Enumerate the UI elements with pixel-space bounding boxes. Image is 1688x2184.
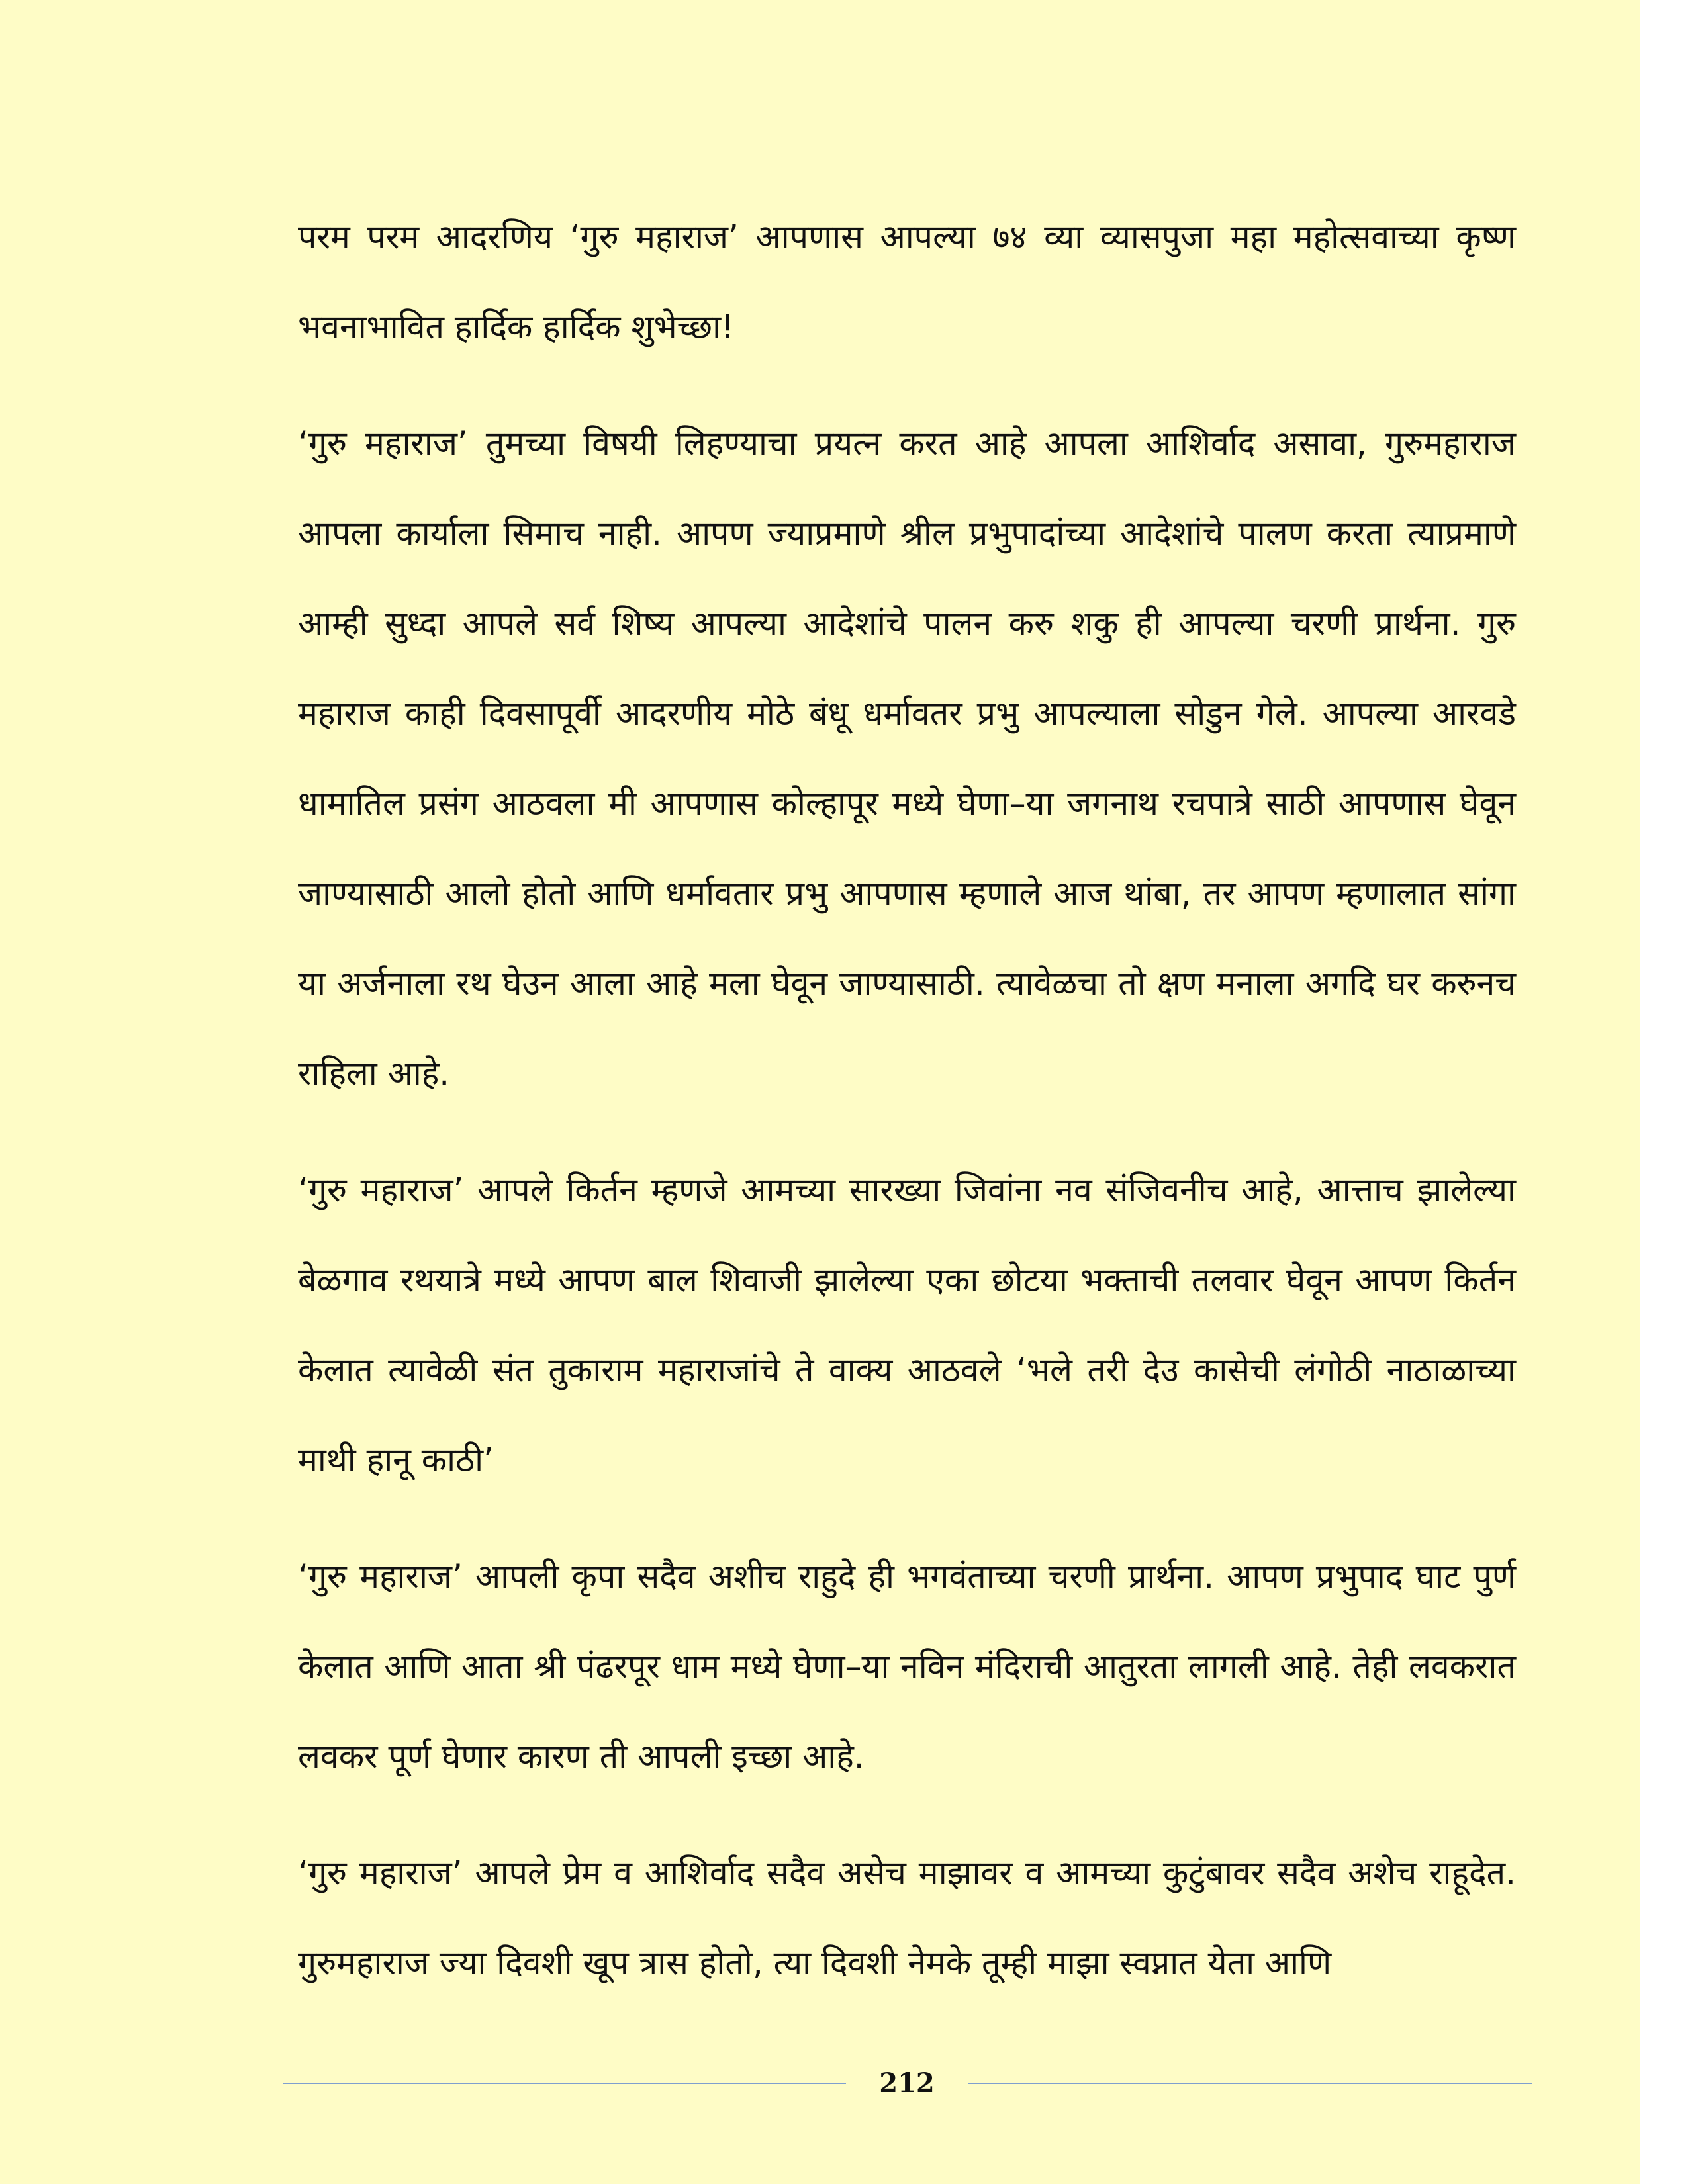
footer-divider-right: [968, 2083, 1532, 2084]
document-body: [298, 192, 1516, 2034]
paragraph-blessings: ‘गुरु महाराज’ आपले प्रेम व आशिर्वाद सदैव असेच माझावर व आमच्या कुटुंबावर सदैव अशेच राहूदेत. गुरुमहाराज ज्या दिवशी खूप त्रास होतो, त्या दिवशी नेमके तूम्ही माझा स्वप्नात येता आणि: [298, 1854, 1516, 1982]
paragraph-kirtan: ‘गुरु महाराज’ आपले किर्तन म्हणजे आमच्या सारख्या जिवांना नव संजिवनीच आहे, आत्ताच झालेल्या बेळगाव रथयात्रे मध्ये आपण बाल शिवाजी झालेल्या एका छोटया भक्ताची तलवार घेवून आपण किर्तन केलात त्यावेळी संत तुकाराम महाराजांचे ते वाक्य आठवले ‘भले तरी देउ कासेची लंगोठी नाठाळाच्या माथी हानू काठी’: [298, 1171, 1516, 1479]
page-margin-strip: [1640, 0, 1688, 2184]
paragraph-prayer: ‘गुरु महाराज’ आपली कृपा सदैव अशीच राहुदे ही भगवंताच्या चरणी प्रार्थना. आपण प्रभुपाद घाट पुर्ण केलात आणि आता श्री पंढरपूर धाम मध्ये घेणा–या नविन मंदिराची आतुरता लागली आहे. तेही लवकरात लवकर पूर्ण घेणार कारण ती आपली इच्छा आहे.: [298, 1557, 1516, 1776]
paragraph-greeting: परम परम आदरणिय ‘गुरु महाराज’ आपणास आपल्या ७४ व्या व्यासपुजा महा महोत्सवाच्या कृष्ण भवनाभावित हार्दिक हार्दिक शुभेच्छा!: [298, 218, 1516, 346]
paragraph-memory: ‘गुरु महाराज’ तुमच्या विषयी लिहण्याचा प्रयत्न करत आहे आपला आशिर्वाद असावा, गुरुमहाराज आपला कार्याला सिमाच नाही. आपण ज्याप्रमाणे श्रील प्रभुपादांच्या आदेशांचे पालण करता त्याप्रमाणे आम्ही सुध्दा आपले सर्व शिष्य आपल्या आदेशांचे पालन करु शकु ही आपल्या चरणी प्रार्थना. गुरु महाराज काही दिवसापूर्वी आदरणीय मोठे बंधू धर्मावतर प्रभु आपल्याला सोडुन गेले. आपल्या आरवडे धामातिल प्रसंग आठवला मी आपणास कोल्हापूर मध्ये घेणा–या जगनाथ रचपात्रे साठी आपणास घेवून जाण्यासाठी आलो होतो आणि धर्मावतार प्रभु आपणास म्हणाले आज थांबा, तर आपण म्हणालात सांगा या अर्जनाला रथ घेउन आला आहे मला घेवून जाण्यासाठी. त्यावेळचा तो क्षण मनाला अगदि घर करुनच राहिला आहे.: [298, 424, 1516, 1093]
footer-divider-left: [283, 2083, 846, 2084]
page-number: 212: [879, 2068, 935, 2099]
